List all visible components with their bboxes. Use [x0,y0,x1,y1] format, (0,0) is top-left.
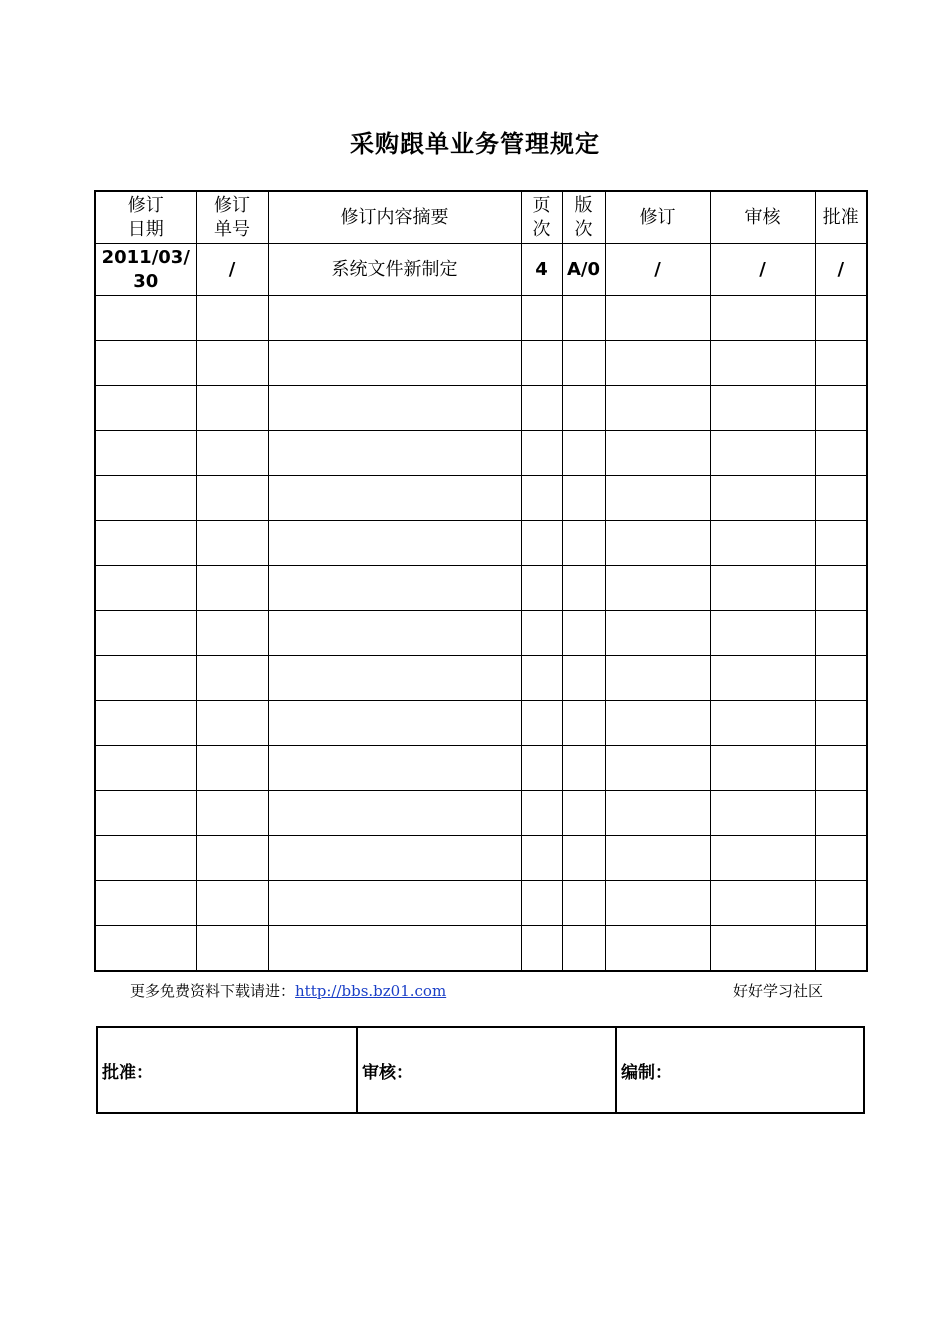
table-row [95,431,867,476]
table-row [95,386,867,431]
table-row [95,611,867,656]
header-revised-by: 修订 [605,191,710,244]
download-note-text: 更多免费资料下载请进： [130,982,296,1000]
header-revision-summary: 修订内容摘要 [268,191,521,244]
header-version: 版 次 [562,191,605,244]
header-revision-order-no: 修订 单号 [196,191,268,244]
table-row [95,296,867,341]
table-row [95,566,867,611]
header-revision-date: 修订 日期 [95,191,196,244]
table-row [95,701,867,746]
table-row [95,881,867,926]
document-title: 采购跟单业务管理规定 [350,129,600,158]
download-note [130,980,446,1001]
revision-table-header [95,191,867,244]
cell-version: A/0 [562,244,605,296]
download-link[interactable]: http://bbs.bz01.com [295,982,447,1000]
review-label: 审核： [357,1027,616,1113]
table-row [95,746,867,791]
header-approved-by: 批准 [815,191,867,244]
cell-page: 4 [521,244,562,296]
table-row [95,926,867,972]
table-row [95,656,867,701]
table-row [95,341,867,386]
cell-date: 2011/03/ 30 [95,244,196,296]
prepare-label: 编制： [616,1027,864,1113]
cell-summary: 系统文件新制定 [268,244,521,296]
table-row [95,476,867,521]
site-name: 好好学习社区 [733,982,824,1000]
table-row [95,791,867,836]
cell-reviewed-by: / [710,244,815,296]
revision-table [94,190,868,972]
cell-order-no: / [196,244,268,296]
cell-approved-by: / [815,244,867,296]
cell-revised-by: / [605,244,710,296]
signoff-table [96,1026,865,1114]
header-page: 页 次 [521,191,562,244]
table-row [95,836,867,881]
approve-label: 批准： [97,1027,357,1113]
header-reviewed-by: 审核 [710,191,815,244]
table-row [95,244,867,296]
table-row [95,521,867,566]
